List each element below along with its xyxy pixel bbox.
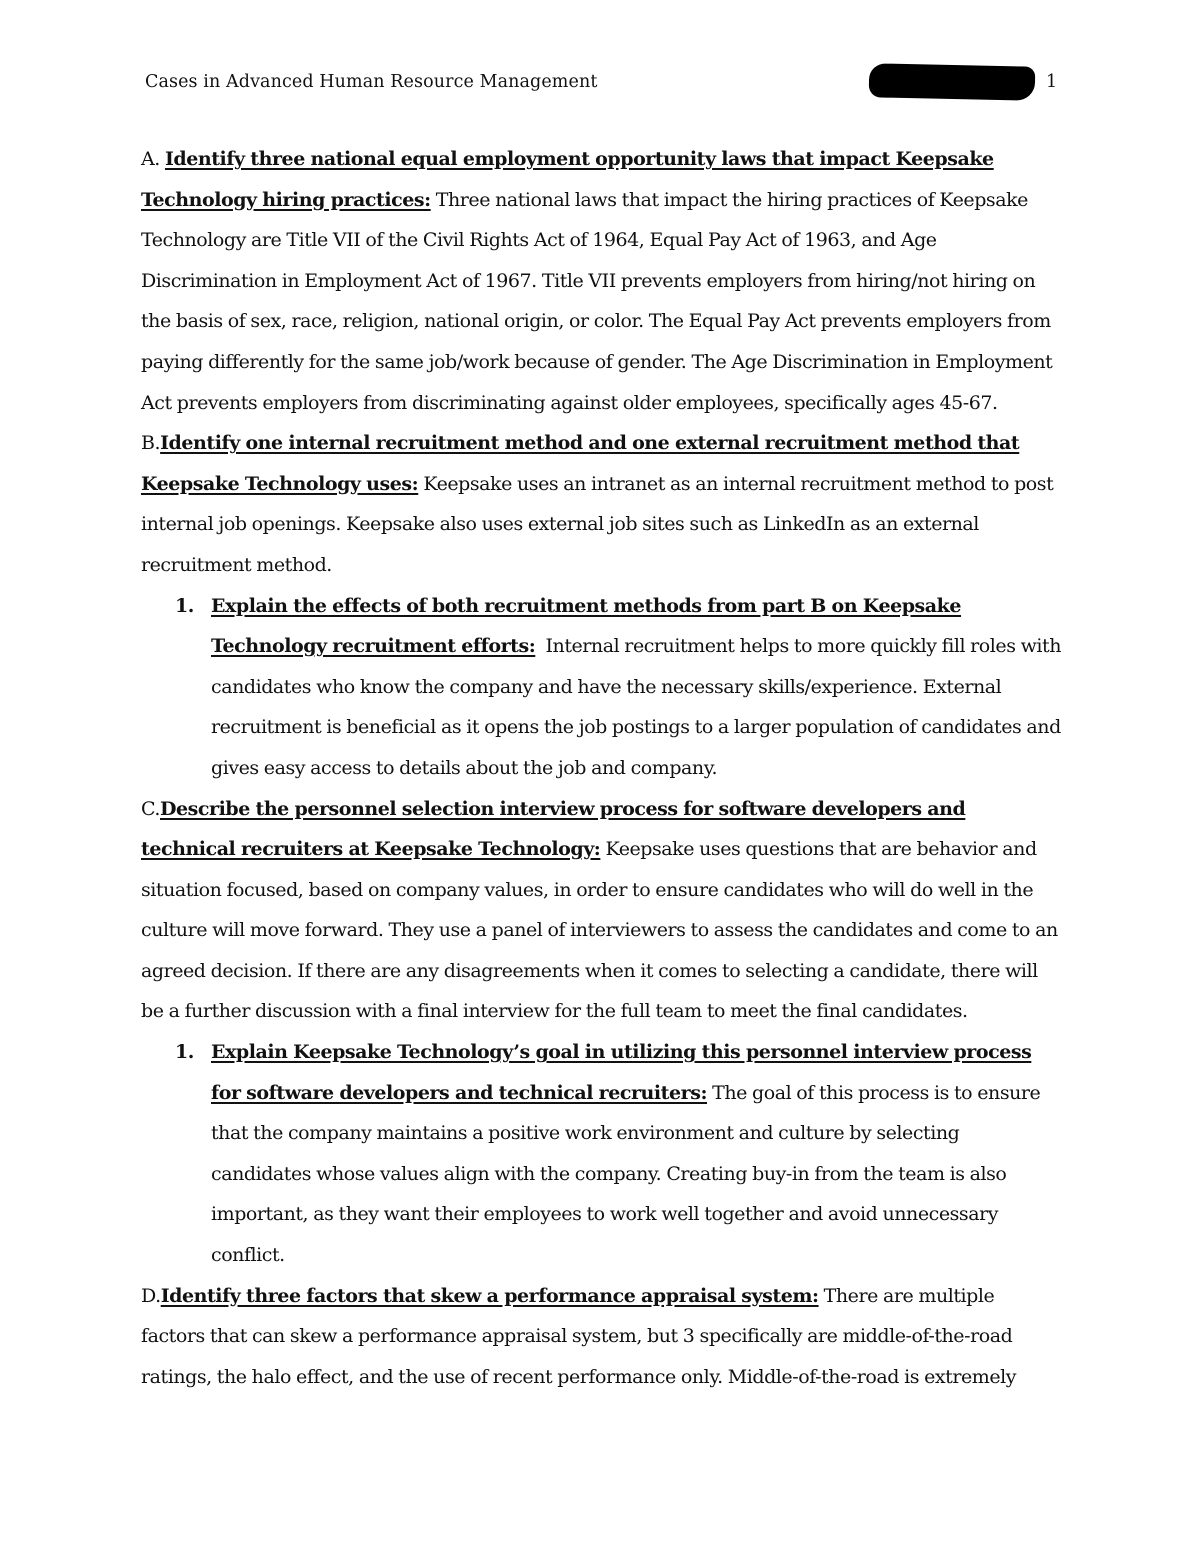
- header-title: Cases in Advanced Human Resource Management: [145, 72, 598, 92]
- section-b-item-1-number: 1.: [175, 594, 194, 617]
- page-header: [145, 72, 1060, 102]
- section-d: [141, 1276, 1063, 1398]
- section-b-item-1-heading: Explain the effects of both recruitment methods from part B on Keepsake Technology recruitment efforts:: [211, 594, 962, 658]
- section-c-item-1-heading: Explain Keepsake Technology’s goal in utilizing this personnel interview process for software developers and technical recruiters:: [211, 1041, 1032, 1104]
- section-c-marker: C.: [141, 797, 160, 820]
- section-b: [141, 423, 1063, 585]
- section-c-item-1: [141, 1032, 1063, 1276]
- section-b-heading: Identify one internal recruitment method and one external recruitment method that Keepsake Technology uses:: [141, 432, 1020, 495]
- section-c-heading: Describe the personnel selection interview process for software developers and technical recruiters at Keepsake Technology:: [141, 797, 966, 861]
- section-c-item-1-body: The goal of this process is to ensure that the company maintains a positive work environment and culture by selecting candidates whose values align with the company. Creating buy-in from the team is also important, as they want their employees to work well together and avoid unnecessary conflict.: [211, 1081, 1041, 1267]
- section-c-item-1-number: 1.: [175, 1041, 194, 1064]
- section-d-heading: Identify three factors that skew a performance appraisal system:: [160, 1284, 819, 1307]
- section-b-body: Keepsake uses an intranet as an internal recruitment method to post internal job openings. Keepsake also uses external job sites such as LinkedIn as an external recruitment method.: [141, 472, 1054, 576]
- section-c-body: Keepsake uses questions that are behavior and situation focused, based on company values, in order to ensure candidates who will do well in the culture will move forward. They use a panel of interviewers to assess the candidates and come to an agreed decision. If there are any disagreements when it comes to selecting a candidate, there will be a further discussion with a final interview for the full team to meet the final candidates.: [141, 838, 1058, 1023]
- section-a: [141, 139, 1063, 423]
- section-b-item-1: [141, 586, 1067, 789]
- section-d-body: There are multiple factors that can skew a performance appraisal system, but 3 specifically are middle-of-the-road ratings, the halo effect, and the use of recent performance only. Middle-of-the-road is extremely: [141, 1284, 1017, 1388]
- section-a-body: Three national laws that impact the hiring practices of Keepsake Technology are Title VII of the Civil Rights Act of 1964, Equal Pay Act of 1963, and Age Discrimination in Employment Act of 1967. Title VII prevents employers from hiring/not hiring on the basis of sex, race, religion, national origin, or color. The Equal Pay Act prevents employers from paying differently for the same job/work because of gender. The Age Discrimination in Employment Act prevents employers from discriminating against older employees, specifically ages 45-67.: [141, 188, 1053, 414]
- section-b-marker: B.: [141, 432, 161, 455]
- section-c: [141, 789, 1063, 1033]
- redacted-author-name: [869, 63, 1036, 100]
- document-body: [141, 139, 1067, 1397]
- section-a-heading: Identify three national equal employment opportunity laws that impact Keepsake Technology hiring practices:: [141, 148, 994, 211]
- section-b-item-1-body: Internal recruitment helps to more quickly fill roles with candidates who know the company and have the necessary skills/experience. External recruitment is beneficial as it opens the job postings to a larger population of candidates and gives easy access to details about the job and company.: [211, 635, 1067, 779]
- section-d-marker: D.: [141, 1284, 161, 1307]
- page-number: 1: [1046, 72, 1058, 92]
- section-a-marker: A.: [141, 148, 165, 170]
